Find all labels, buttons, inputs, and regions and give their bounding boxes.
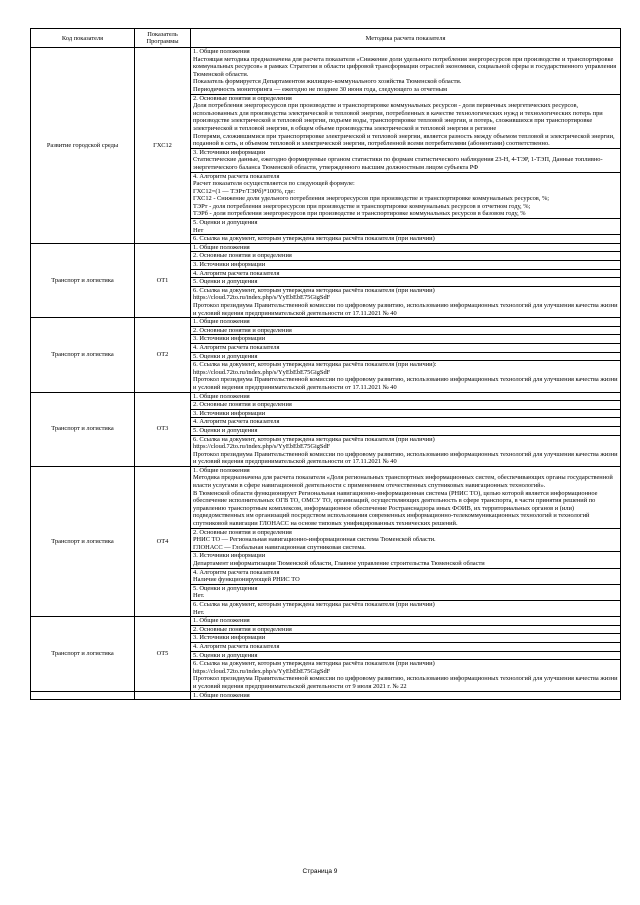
method-section-cell <box>191 418 621 427</box>
method-section-cell <box>191 243 621 252</box>
indicator-id-cell: ОТ5 <box>135 617 191 691</box>
method-section-cell <box>191 261 621 270</box>
method-section-cell <box>191 435 621 466</box>
section-heading: 5. Оценки и допущения <box>193 352 258 360</box>
section-text: https://cloud.72to.ru/index.php/s/YyEbEbE75GigSdF <box>193 294 331 302</box>
table-row <box>31 318 621 327</box>
method-section-cell <box>191 172 621 219</box>
table-header-row <box>31 29 621 48</box>
method-section-cell <box>191 568 621 584</box>
header-indicator: Показатель Программы <box>135 29 191 48</box>
method-section-cell <box>191 318 621 327</box>
section-heading: 1. Общие положения <box>193 318 250 326</box>
section-heading: 3. Источники информации <box>193 335 266 343</box>
methodology-table <box>30 28 621 700</box>
section-text: Периодичность мониторинга — ежегодно не позднее 30 июня года, следующего за отчетным <box>193 85 448 93</box>
section-heading: 1. Общие положения <box>193 48 250 55</box>
table-row <box>31 392 621 401</box>
method-section-cell <box>191 584 621 600</box>
indicator-id-cell: ГХС12 <box>135 48 191 244</box>
section-heading: 3. Источники информации <box>193 634 266 642</box>
section-heading: 3. Источники информации <box>193 148 266 156</box>
header-code: Код показателя <box>31 29 135 48</box>
section-heading: 1. Общие положения <box>193 392 250 400</box>
section-text: Протокол президиума Правительственной комиссии по цифровому развитию, использованию информационных технологий для улучшения качества жизни и условий ведения предпринимательской деятельности от 17.11.2021 № 40 <box>193 302 618 317</box>
section-text: https://cloud.72to.ru/index.php/s/YyEbEbE75GigSdF <box>193 667 331 675</box>
section-text: В Тюменской области функционирует Региональная навигационно-информационная система (РНИС ТО), целью которой является информационное обеспечение исполнительных ОГВ ТО, ОМСУ ТО, организаций, осуществляющих деятельность в сфере транспорта, в части принятия решений по управлению транспортным комплексом, информационное обеспечение Ространснадзора иных ФОИВ, их территориальных органов и (или) подведомственных им организаций посредством использования современных информационно-телекоммуникационных технологий и технологий спутниковой навигации ГЛОНАСС на основе типовых унифицированных технических решений. <box>193 489 598 528</box>
section-heading: 4. Алгоритм расчета показателя <box>193 568 280 576</box>
section-heading: 3. Источники информации <box>193 552 266 560</box>
table-row <box>31 243 621 252</box>
table-body <box>31 48 621 700</box>
indicator-code-cell: Транспорт и логистика <box>31 617 135 691</box>
section-heading: 6. Ссылка на документ, которым утверждена методика расчёта показателя (при наличии) <box>193 600 435 608</box>
section-text: Показатель формируется Департаментом жилищно-коммунального хозяйства Тюменской области. <box>193 78 462 86</box>
indicator-id-cell: ОТ2 <box>135 318 191 392</box>
method-section-cell <box>191 361 621 392</box>
method-section-cell <box>191 691 621 700</box>
method-section-cell <box>191 335 621 344</box>
section-heading: 4. Алгоритм расчета показателя <box>193 343 280 351</box>
section-heading: 2. Основные понятия и определения <box>193 401 292 409</box>
document-page <box>30 28 620 700</box>
method-section-cell <box>191 252 621 261</box>
method-section-cell <box>191 552 621 568</box>
section-text: Департамент информатизации Тюменской области, Главное управление строительства Тюменской области <box>193 560 485 567</box>
method-section-cell <box>191 634 621 643</box>
section-text: Статистические данные, ежегодно формируемые органом статистики по формам статистического наблюдения 23-Н, 4-ТЭР, 1-ТЭП, Данные топливно-энергетического баланса Тюменской области, утвержденного высшим должностным лицом субъекта РФ <box>193 156 603 171</box>
table-row <box>31 617 621 626</box>
method-section-cell <box>191 94 621 148</box>
method-section-cell <box>191 48 621 95</box>
indicator-id-cell: ОТ3 <box>135 392 191 466</box>
section-heading: 1. Общие положения <box>193 617 250 625</box>
method-section-cell <box>191 651 621 660</box>
section-heading: 1. Общие положения <box>193 466 250 474</box>
section-text: Нет <box>193 226 204 234</box>
section-text: Потерями, сложившимися при транспортировке электрической и тепловой энергии, является разность между объемом тепловой и электрической энергии, поданной в сеть, и объемом тепловой и электрической энергии, потребленной всеми потребителями (абонентами) соответственно. <box>193 132 615 148</box>
section-text: Доля потребления энергоресурсов при производстве и транспортировке коммунальных ресурсов - доля первичных энергетических ресурсов, использованных для производства электрической и тепловой энергии, потребленных в качестве технологических нужд и технологических потерь при производстве электрической и тепловой энергии, подъеме воды, транспортировке тепловой энергии, и потерь, сложившихся при транспортировке электрической и тепловой энергии, в общем объеме производства электрической и тепловой энергии в регионе <box>193 102 603 132</box>
section-text: Расчет показателя осуществляется по следующей формуле: <box>193 180 355 188</box>
section-heading: 5. Оценки и допущения <box>193 426 258 434</box>
method-section-cell <box>191 235 621 244</box>
method-section-cell <box>191 600 621 616</box>
method-section-cell <box>191 617 621 626</box>
indicator-id-cell: ОТ1 <box>135 243 191 317</box>
section-text: Протокол президиума Правительственной комиссии по цифровому развитию, использованию информационных технологий для улучшения качества жизни и условий ведения предпринимательской деятельности от 17.11.2021 № 40 <box>193 450 618 466</box>
section-text: ГЛОНАСС — Глобальная навигационная спутниковая система. <box>193 543 366 551</box>
method-section-cell <box>191 392 621 401</box>
section-heading: 6. Ссылка на документ, которым утверждена методика расчёта показателя (при наличии) <box>193 660 435 668</box>
method-section-cell <box>191 401 621 410</box>
indicator-code-cell: Транспорт и логистика <box>31 243 135 317</box>
method-section-cell <box>191 352 621 361</box>
indicator-id-cell: ОТ4 <box>135 466 191 616</box>
indicator-code-cell: Транспорт и логистика <box>31 318 135 392</box>
indicator-code-cell <box>31 691 135 700</box>
section-text: https://cloud.72to.ru/index.php/s/YyEbEbE75GigSdF <box>193 443 331 451</box>
section-heading: 6. Ссылка на документ, которым утверждена методика расчёта показателя (при наличии): <box>193 361 437 369</box>
method-section-cell <box>191 269 621 278</box>
section-heading: 6. Ссылка на документ, которым утверждена методика расчёта показателя (при наличии) <box>193 286 435 294</box>
section-heading: 3. Источники информации <box>193 261 266 269</box>
section-heading: 6. Ссылка на документ, которым утверждена методика расчёта показателя (при наличии) <box>193 435 435 443</box>
section-heading: 6. Ссылка на документ, которым утверждена методика расчёта показателя (при наличии) <box>193 235 435 243</box>
section-text: Наличие функционирующей РНИС ТО <box>193 576 300 584</box>
method-section-cell <box>191 409 621 418</box>
section-text: Протокол президиума Правительственной комиссии по цифровому развитию, использованию информационных технологий для улучшения качества жизни и условий ведения предпринимательской деятельности от 17.11.2021 № 40 <box>193 376 618 391</box>
page-number: Страница 9 <box>302 868 338 875</box>
section-text: Нет. <box>193 592 205 600</box>
section-text: ТЭРт - доля потребления энергоресурсов при производстве и транспортировке коммунальных ресурсов в отчетном году, %; <box>193 202 531 210</box>
section-text: Методика предназначена для расчета показателя «Доля региональных транспортных информационных систем, обеспечивающих органы государственной власти услугами в сфере навигационной деятельности с применением отечественных спутниковых навигационных технологий». <box>193 474 613 490</box>
section-heading: 2. Основные понятия и определения <box>193 94 292 102</box>
section-heading: 4. Алгоритм расчета показателя <box>193 269 280 277</box>
method-section-cell <box>191 326 621 335</box>
section-text: ГХС12=(1 — ТЭРт/ТЭРб)*100%, где: <box>193 187 295 195</box>
section-text: Протокол президиума Правительственной комиссии по цифровому развитию, использованию информационных технологий для улучшения качества жизни и условий ведения предпринимательской деятельности от 9 июля 2021 г. № 22 <box>193 675 618 690</box>
section-heading: 2. Основные понятия и определения <box>193 252 292 260</box>
header-method: Методика расчета показателя <box>191 29 621 48</box>
method-section-cell <box>191 148 621 172</box>
indicator-id-cell <box>135 691 191 700</box>
method-section-cell <box>191 286 621 317</box>
method-section-cell <box>191 219 621 235</box>
method-section-cell <box>191 343 621 352</box>
section-heading: 4. Алгоритм расчета показателя <box>193 418 280 426</box>
table-row <box>31 466 621 528</box>
indicator-code-cell: Транспорт и логистика <box>31 392 135 466</box>
method-section-cell <box>191 528 621 552</box>
indicator-code-cell: Транспорт и логистика <box>31 466 135 616</box>
section-text: Нет. <box>193 608 205 616</box>
section-heading: 2. Основные понятия и определения <box>193 326 292 334</box>
section-text: ГХС12 - Снижение доли удельного потребления энергоресурсов при производстве и транспортировке коммунальных ресурсов, %; <box>193 195 550 203</box>
indicator-code-cell: Развитие городской среды <box>31 48 135 244</box>
section-heading: 5. Оценки и допущения <box>193 651 258 659</box>
method-section-cell <box>191 660 621 691</box>
section-heading: 2. Основные понятия и определения <box>193 625 292 633</box>
section-text: ТЭРб - доля потребления энергоресурсов при производстве и транспортировке коммунальных ресурсов в базовом году, % <box>193 210 526 218</box>
table-row <box>31 48 621 95</box>
section-heading: 4. Алгоритм расчета показателя <box>193 642 280 650</box>
section-heading: 4. Алгоритм расчета показателя <box>193 172 280 180</box>
method-section-cell <box>191 426 621 435</box>
section-text: https://cloud.72to.ru/index.php/s/YyEbEbE75GigSdF <box>193 368 331 376</box>
section-heading: 5. Оценки и допущения <box>193 278 258 286</box>
method-section-cell <box>191 642 621 651</box>
section-heading: 1. Общие положения <box>193 691 250 699</box>
section-heading: 1. Общие положения <box>193 243 250 251</box>
section-heading: 5. Оценки и допущения <box>193 584 258 592</box>
section-text: Настоящая методика предназначена для расчета показателя «Снижение доли удельного потребления энергоресурсов при производстве и транспортировке коммунальных ресурсов» в рамках Стратегии в области цифровой трансформации отраслей экономики, социальной сферы и государственного управления Тюменской области. <box>193 55 617 78</box>
section-text: РНИС ТО — Региональная навигационно-информационная система Тюменской области. <box>193 536 436 544</box>
method-section-cell <box>191 466 621 528</box>
method-section-cell <box>191 625 621 634</box>
section-heading: 2. Основные понятия и определения <box>193 528 292 536</box>
table-row <box>31 691 621 700</box>
section-heading: 3. Источники информации <box>193 409 266 417</box>
section-heading: 5. Оценки и допущения <box>193 219 258 227</box>
method-section-cell <box>191 278 621 287</box>
